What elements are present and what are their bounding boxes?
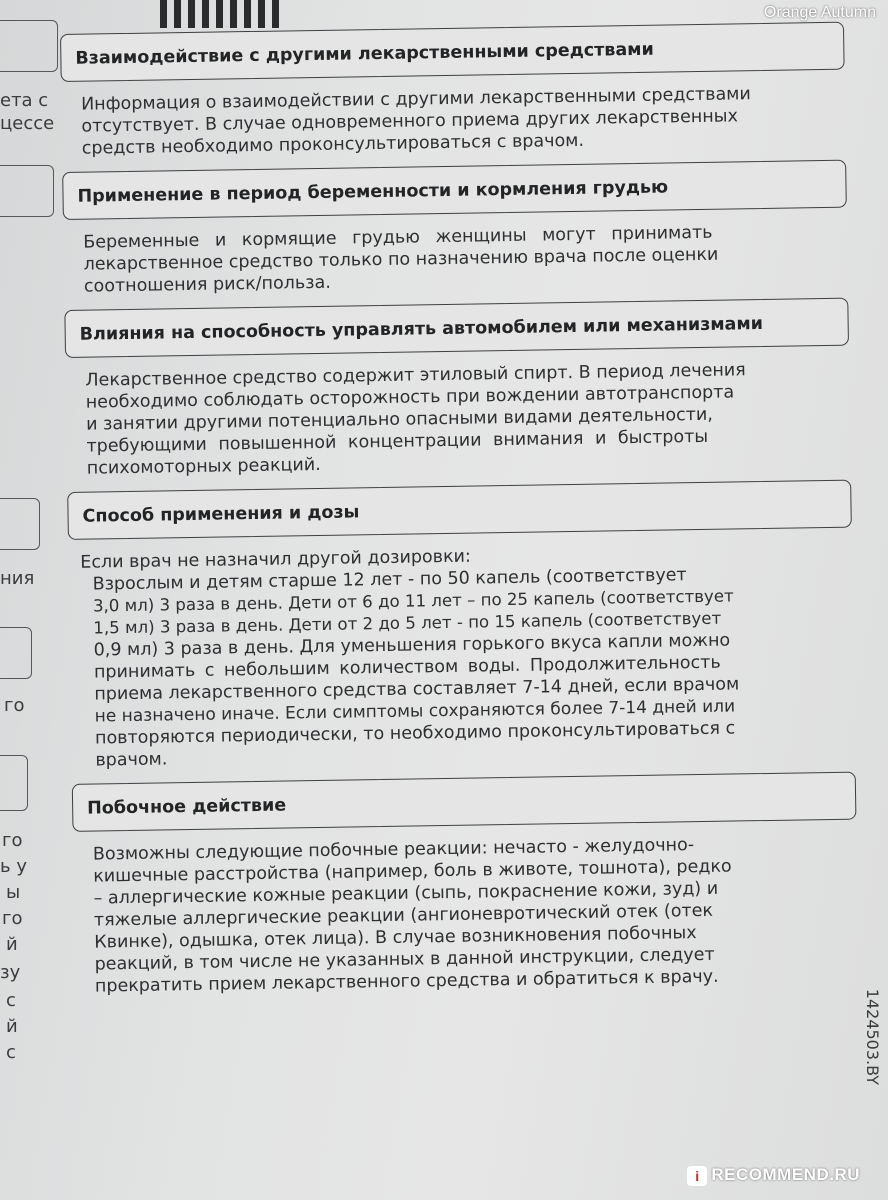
left-fragment: с: [6, 990, 16, 1011]
left-fragment: ь у: [0, 856, 27, 877]
text-line: Беременные и кормящие грудью женщины могут принимать: [83, 222, 713, 253]
text-line: 0,9 мл) 3 раза в день. Для уменьшения горького вкуса капли можно: [93, 630, 731, 661]
text-line: необходимо соблюдать осторожность при вождении автотранспорта: [85, 382, 735, 413]
watermark: [687, 1165, 860, 1186]
section-header-side-effects: Побочное действие: [72, 772, 857, 832]
text-line: и занятии другими потенциально опасными видами деятельности,: [85, 404, 714, 435]
left-fragment: ета с: [0, 90, 49, 111]
watermark-text: RECOMMEND.RU: [711, 1165, 860, 1185]
text-line: приема лекарственного средства составляет 7-14 дней, если врачом: [94, 674, 740, 705]
section-body-driving: [85, 358, 851, 480]
text-line: психомоторных реакций.: [86, 454, 321, 479]
side-code: 1424503.BY: [863, 988, 882, 1085]
left-fragment: ы: [6, 882, 21, 903]
text-line: повторяются периодически, то необходимо проконсультироваться с: [94, 718, 736, 749]
left-section-box: [0, 627, 32, 679]
text-line: соотношения риск/польза.: [83, 272, 331, 297]
text-line: тяжелые аллергические реакции (ангионевротический отек (отек: [93, 900, 714, 931]
leaflet-content: [60, 22, 865, 1010]
section-header-interactions: Взаимодействие с другими лекарственными средствами: [60, 22, 845, 82]
recommend-logo-icon: i: [687, 1166, 707, 1186]
left-fragment: ния: [0, 568, 35, 589]
text-line: кишечные расстройства (например, боль в животе, тошнота), редко: [93, 856, 732, 887]
text-line: Если врач не назначил другой дозировки:: [80, 546, 471, 573]
text-line: 3,0 мл) 3 раза в день. Дети от 6 до 11 лет – по 25 капель (соответствует: [92, 586, 734, 616]
author-label: Orange Autumn: [763, 4, 876, 21]
section-body-interactions: [81, 82, 846, 160]
left-fragment: зу: [0, 962, 21, 983]
left-fragment: й: [6, 934, 18, 955]
left-fragment: цессе: [0, 113, 55, 134]
text-line: средств необходимо проконсультироваться с врачом.: [81, 130, 585, 159]
left-fragment: го: [4, 695, 25, 716]
left-fragment: го: [2, 908, 23, 929]
section-header-driving: Влияния на способность управлять автомобилем или механизмами: [64, 298, 849, 358]
left-fragment: го: [2, 830, 23, 851]
barcode: [160, 0, 279, 28]
text-line: Квинке), одышка, отек лица). В случае возникновения побочных: [94, 923, 697, 953]
text-line: реакций, в том числе не указанных в данной инструкции, следует: [94, 944, 715, 975]
text-line: Возможны следующие побочные реакции: нечасто - желудочно-: [92, 835, 695, 865]
text-line: требующими повышенной концентрации внимания и быстроты: [86, 426, 709, 457]
left-section-box: [0, 165, 54, 217]
text-line: Взрослым и детям старше 12 лет - по 50 капель (соответствует: [92, 565, 687, 595]
section-body-dosage: [80, 540, 855, 772]
left-section-box: [0, 498, 40, 550]
text-line: не назначено иначе. Если симптомы сохраняются более 7-14 дней или: [94, 696, 736, 727]
left-fragment: с: [6, 1042, 16, 1063]
text-line: прекратить прием лекарственного средства и обратиться к врачу.: [94, 966, 719, 997]
text-line: отсутствует. В случае одновременного приема других лекарственных: [81, 106, 739, 137]
section-header-dosage: Способ применения и дозы: [67, 480, 852, 540]
section-header-pregnancy: Применение в период беременности и кормления грудью: [62, 160, 847, 220]
text-line: Лекарственное средство содержит этиловый спирт. В период лечения: [85, 360, 746, 391]
left-fragment: й: [6, 1016, 18, 1037]
text-line: врачом.: [95, 749, 168, 771]
text-line: Информация о взаимодействии с другими лекарственными средствами: [80, 84, 751, 115]
text-line: лекарственное средство только по назначению врача после оценки: [83, 244, 719, 275]
left-section-box: [0, 755, 28, 811]
section-body-side-effects: [93, 832, 859, 998]
section-body-pregnancy: [83, 220, 848, 298]
left-section-box: [0, 20, 58, 72]
text-line: принимать с небольшим количеством воды. Продолжительность: [93, 652, 721, 683]
text-line: – аллергические кожные реакции (сыпь, покраснение кожи, зуд) и: [93, 878, 719, 909]
text-line: 1,5 мл) 3 раза в день. Дети от 2 до 5 лет - по 15 капель (соответствует: [93, 608, 722, 638]
